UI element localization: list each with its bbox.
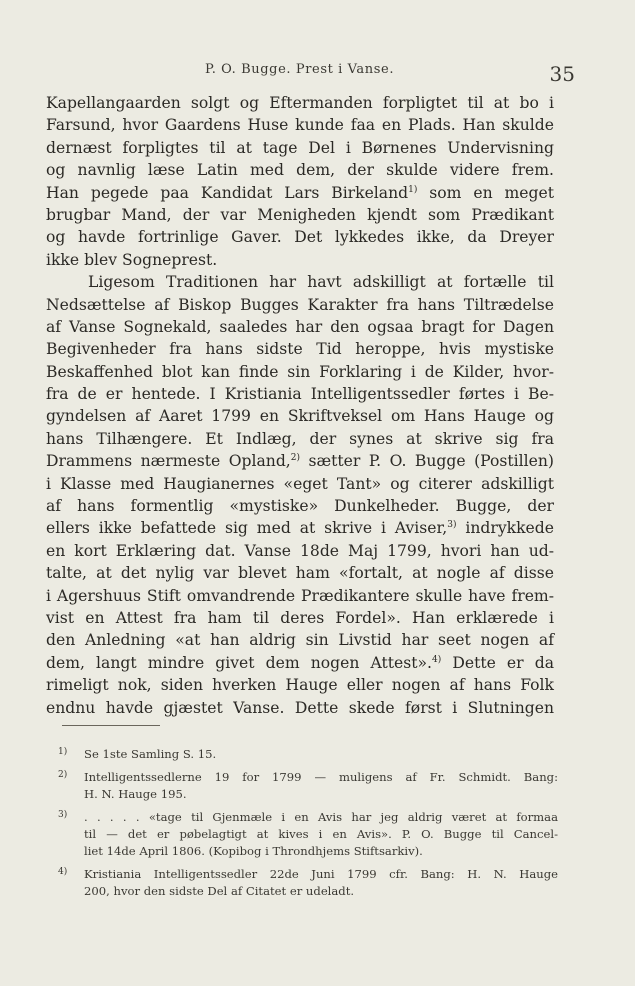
text-line bbox=[46, 517, 554, 539]
footnote-line: Kristiania Intelligentssedler 22de Juni 1799 cfr. Bang: H. N. Hauge bbox=[84, 867, 558, 881]
text-segment: Dette er da bbox=[441, 653, 554, 672]
footnote-4 bbox=[58, 866, 558, 900]
footnote-3 bbox=[58, 809, 558, 860]
text-line: Nedsættelse af Biskop Bugges Karakter fra hans Tiltrædelse bbox=[46, 295, 554, 314]
footnote-mark: 4) bbox=[58, 867, 68, 877]
footnote-2 bbox=[58, 769, 558, 803]
footnotes bbox=[58, 746, 558, 906]
footnote-line: . . . . . «tage til Gjenmæle i en Avis har jeg aldrig været at formaa bbox=[84, 810, 558, 824]
text-line: den Anledning «at han aldrig sin Livstid har seet nogen af bbox=[46, 631, 554, 650]
text-line: af Vanse Sognekald, saaledes har den ogsaa bragt for Dagen bbox=[46, 317, 554, 336]
text-segment: dem, langt mindre givet dem nogen Attest». bbox=[46, 653, 433, 672]
text-segment: ellers ikke befattede sig med at skrive i Aviser, bbox=[46, 519, 448, 538]
text-line: og havde fortrinlige Gaver. Det lykkedes ikke, da Dreyer bbox=[46, 228, 554, 247]
text-line: i Agershuus Stift omvandrende Prædikantere skulle have frem- bbox=[46, 586, 554, 605]
footnote-line: Se 1ste Samling S. 15. bbox=[84, 747, 217, 761]
footnote-line: 200, hvor den sidste Del af Citatet er udeladt. bbox=[84, 884, 355, 898]
text-line: en kort Erklæring dat. Vanse 18de Maj 1799, hvori han ud- bbox=[46, 541, 554, 560]
text-line bbox=[46, 450, 554, 472]
footnote-line: H. N. Hauge 195. bbox=[84, 787, 187, 801]
footnote-mark: 2) bbox=[58, 770, 68, 780]
footnote-ref: 3) bbox=[447, 520, 457, 531]
footnote-mark: 3) bbox=[58, 810, 68, 820]
footnote-ref: 4) bbox=[432, 654, 442, 665]
page-header bbox=[0, 60, 635, 84]
text-line: ikke blev Sogneprest. bbox=[46, 250, 218, 269]
text-line bbox=[46, 182, 554, 204]
text-line: rimeligt nok, siden hverken Hauge eller nogen af hans Folk bbox=[46, 676, 554, 695]
text-segment: sætter P. O. Bugge (Postillen) bbox=[300, 452, 555, 471]
footnote-line: Intelligentssedlerne 19 for 1799 — muligens af Fr. Schmidt. Bang: bbox=[84, 770, 558, 784]
text-line: og navnlig læse Latin med dem, der skulde videre frem. bbox=[46, 161, 554, 180]
text-line: fra de er hentede. I Kristiania Intelligentssedler førtes i Be- bbox=[46, 385, 554, 404]
text-line: Farsund, hvor Gaardens Huse kunde faa en Plads. Han skulde bbox=[46, 116, 554, 135]
text-line: endnu havde gjæstet Vanse. Dette skede først i Slutningen bbox=[46, 698, 554, 717]
text-line: Begivenheder fra hans sidste Tid heroppe, hvis mystiske bbox=[46, 340, 554, 359]
text-line bbox=[46, 652, 554, 674]
text-line: Kapellangaarden solgt og Eftermanden forpligtet til at bo i bbox=[46, 94, 554, 112]
body-text bbox=[46, 92, 554, 719]
text-line: af hans formentlig «mystiske» Dunkelheder. Bugge, der bbox=[46, 497, 554, 516]
text-line: brugbar Mand, der var Menigheden kjendt som Prædikant bbox=[46, 205, 554, 224]
footnote-1 bbox=[58, 746, 558, 763]
text-line: vist en Attest fra ham til deres Fordel». Han erklærede i bbox=[46, 608, 554, 627]
text-segment: som en meget bbox=[417, 183, 554, 202]
footnote-line: liet 14de April 1806. (Kopibog i Throndhjems Stiftsarkiv). bbox=[84, 844, 423, 858]
footnote-ref: 2) bbox=[290, 453, 301, 464]
text-line: hans Tilhængere. Et Indlæg, der synes at skrive sig fra bbox=[46, 429, 554, 448]
text-line: i Klasse med Haugianernes «eget Tant» og citerer adskilligt bbox=[46, 474, 554, 493]
footnote-line: til — det er pøbelagtigt at kives i en Avis». P. O. Bugge til Cancel- bbox=[84, 827, 558, 841]
footnote-ref: 1) bbox=[408, 184, 418, 195]
page-number: 35 bbox=[549, 62, 575, 86]
text-line: dernæst forpligtes til at tage Del i Børnenes Undervisning bbox=[46, 138, 554, 157]
running-head: P. O. Bugge. Prest i Vanse. bbox=[205, 62, 395, 77]
text-line: gyndelsen af Aaret 1799 en Skriftveksel om Hans Hauge og bbox=[46, 407, 554, 426]
text-line: talte, at det nylig var blevet ham «fortalt, at nogle af disse bbox=[46, 564, 554, 583]
text-line: Ligesom Traditionen har havt adskilligt at fortælle til bbox=[88, 273, 554, 292]
footnote-separator bbox=[62, 725, 160, 726]
text-segment: indrykkede bbox=[456, 519, 554, 538]
footnote-mark: 1) bbox=[58, 747, 68, 757]
text-segment: Han pegede paa Kandidat Lars Birkeland bbox=[46, 183, 409, 202]
text-line: Beskaffenhed blot kan finde sin Forklaring i de Kilder, hvor- bbox=[46, 362, 554, 381]
text-segment: Drammens nærmeste Opland, bbox=[46, 452, 291, 471]
